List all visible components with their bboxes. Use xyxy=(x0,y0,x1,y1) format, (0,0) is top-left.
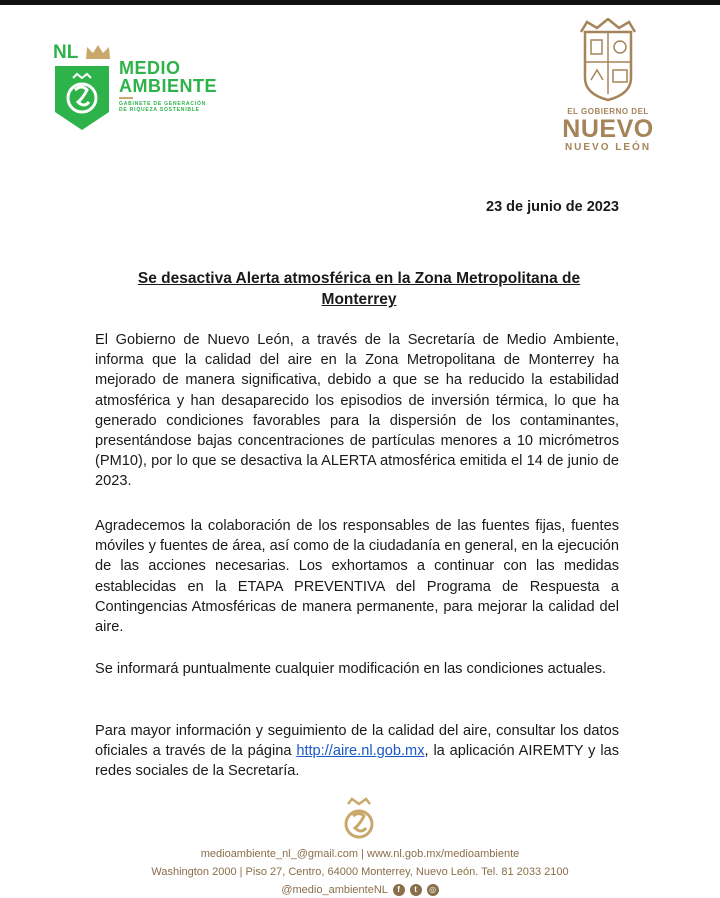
twitter-icon[interactable]: t xyxy=(410,884,422,896)
nl-logo-text: NL xyxy=(53,42,79,63)
paragraph-4-text-before: Para mayor información y seguimiento de la calidad del aire, consultar los datos oficiales a través de la página xyxy=(95,723,619,760)
subtitle-line2: DE RIQUEZA SOSTENIBLE xyxy=(119,107,200,113)
paragraph-1: El Gobierno de Nuevo León, a través de la Secretaría de Medio Ambiente, informa que la calidad del aire en la Zona Metropolitana de Monterrey ha mejorado de manera significativa, debido a que se ha reducido la estabilidad atmosférica y han desaparecido los episodios de inversión térmica, lo que ha generado condiciones favorables para la dispersión de los contaminantes, presentándose bajas concentraciones de partículas menores a 10 micrómetros (PM10), por lo que se desactiva la ALERTA atmosférica emitida el 14 de junio de 2023. xyxy=(95,332,619,490)
medio-ambiente-title xyxy=(119,59,217,95)
aire-website-link[interactable]: http://aire.nl.gob.mx xyxy=(296,743,425,760)
footer-address: Washington 2000 | Piso 27, Centro, 64000 Monterrey, Nuevo León. Tel. 81 2033 2100 xyxy=(151,866,569,878)
footer-emblem-icon xyxy=(340,796,378,842)
instagram-icon[interactable]: ◎ xyxy=(427,884,439,896)
gov-line3: NUEVO LEÓN xyxy=(564,142,652,153)
logo-subtitle xyxy=(119,101,206,113)
gobierno-nuevo-leon-logo xyxy=(555,18,667,158)
title-line2: AMBIENTE xyxy=(119,76,217,96)
medio-ambiente-logo xyxy=(53,42,243,132)
facebook-icon[interactable]: f xyxy=(393,884,405,896)
paragraph-4 xyxy=(95,721,619,782)
top-border xyxy=(0,0,720,5)
crown-icon xyxy=(85,44,111,60)
footer-contact: medioambiente_nl_@gmail.com | www.nl.gob.mx/medioambiente xyxy=(200,848,520,860)
gov-line1: EL GOBIERNO DEL xyxy=(567,107,649,116)
document-date: 23 de junio de 2023 xyxy=(486,199,619,215)
paragraph-4-text-after: , la aplicación AIREMTY y las redes sociales de la Secretaría. xyxy=(95,743,620,780)
subtitle-line1: GABINETE DE GENERACIÓN xyxy=(119,101,207,107)
shield-emblem-icon xyxy=(53,64,111,132)
logo-rule xyxy=(119,97,133,99)
paragraph-3: Se informará puntualmente cualquier modificación en las condiciones actuales. xyxy=(95,661,607,677)
footer-social xyxy=(0,884,720,896)
document-title: Se desactiva Alerta atmosférica en la Zona Metropolitana de Monterrey xyxy=(137,270,581,308)
gov-line2: NUEVO xyxy=(562,115,654,143)
title-line1: MEDIO xyxy=(119,58,181,78)
paragraph-2: Agradecemos la colaboración de los responsables de las fuentes fijas, fuentes móviles y fuentes de área, así como de la ciudadanía en general, en la ejecución de las acciones necesarias. Los exhortamos a continuar con las medidas establecidas en la ETAPA PREVENTIVA del Programa de Respuesta a Contingencias Atmosféricas de manera permanente, para mejorar la calidad del aire. xyxy=(95,518,619,636)
coat-of-arms-icon xyxy=(577,18,639,102)
social-handle: @medio_ambienteNL xyxy=(281,884,388,896)
